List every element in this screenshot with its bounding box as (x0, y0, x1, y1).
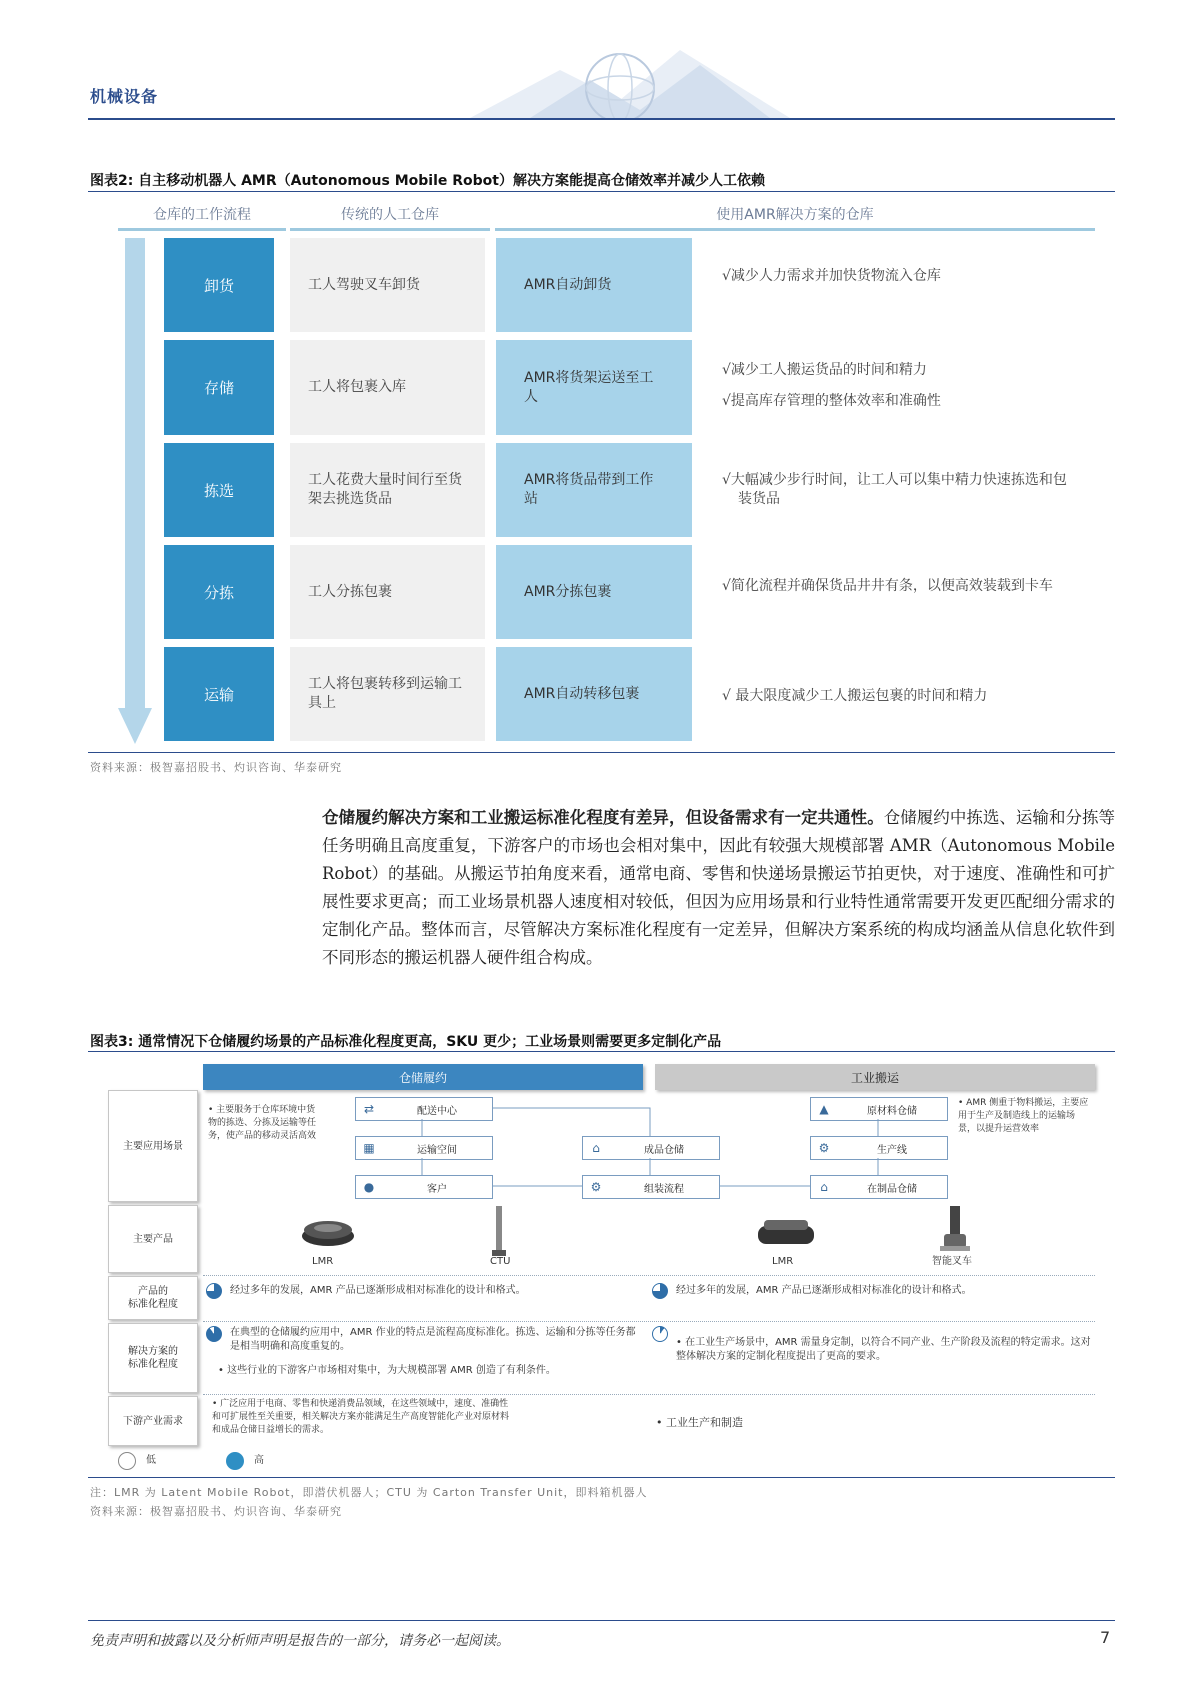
row-label-solution-std: 解决方案的 标准化程度 (108, 1323, 198, 1393)
scenario-flow-connectors (350, 1090, 960, 1200)
legend-low-label: 低 (146, 1455, 156, 1466)
product-std-right-text: 经过多年的发展，AMR 产品已逐渐形成相对标准化的设计和格式。 (676, 1285, 972, 1296)
legend-high-icon (226, 1452, 244, 1470)
amr-unload: AMR自动卸货 (496, 238, 692, 332)
robot-arm-icon: ⚙ (590, 1180, 602, 1194)
flow-down-arrow (118, 238, 152, 744)
demand-right: • 工业生产和制造 (656, 1416, 743, 1429)
amr-sort: AMR分拣包裹 (496, 545, 692, 639)
solution-std-right-text: • 在工业生产场景中，AMR 需量身定制，以符合不同产业、生产阶段及流程的特定需求。这对整体解决方案的定制化程度提出了更高的要求。 (676, 1337, 1091, 1362)
product-ctu-image (492, 1206, 506, 1256)
benefits-pick (722, 466, 1067, 514)
benefit-item: √减少工人搬运货品的时间和精力 (722, 362, 927, 378)
product-lmr-image (300, 1210, 356, 1250)
header-divider (88, 118, 1115, 120)
solution-std-left-2: • 这些行业的下游客户市场相对集中，为大规模部署 AMR 创造了有利条件。 (218, 1365, 556, 1376)
node-label: 配送中心 (417, 1105, 457, 1117)
amr-store: AMR将货架运送至工人 (496, 340, 692, 435)
solution-std-right (652, 1326, 1092, 1364)
benefits-transport (722, 682, 1102, 711)
fig2-colbar-process (118, 228, 286, 231)
figure-2-source: 资料来源：极智嘉招股书、灼识咨询、华泰研究 (90, 761, 342, 774)
warehouse-scenario-note: • 主要服务于仓库环境中货物的拣选、分拣及运输等任务，使产品的移动灵活高效 (208, 1105, 317, 1141)
fig3-header-warehouse-label: 仓储履约 (398, 1070, 447, 1085)
node-label: 运输空间 (417, 1144, 457, 1156)
building-icon: ▦ (363, 1141, 375, 1155)
row-label-scenario: 主要应用场景 (108, 1090, 198, 1202)
robot-arm-icon: ⚙ (818, 1141, 830, 1155)
fig2-colbar-amr (495, 228, 1095, 231)
legend-low-icon (118, 1452, 136, 1470)
footer-divider (88, 1620, 1115, 1621)
product-std-right (652, 1283, 1092, 1299)
product-ctu-label: CTU (490, 1256, 511, 1267)
page-number: 7 (1100, 1628, 1111, 1647)
solution-std-left (206, 1326, 636, 1354)
figure-2-title-rule (88, 191, 1115, 192)
fig3-header-industrial (655, 1064, 1095, 1090)
distribution-icon: ⇄ (363, 1102, 375, 1116)
row-label-demand: 下游产业需求 (108, 1396, 198, 1446)
fig3-header-industrial-label: 工业搬运 (850, 1070, 899, 1085)
industrial-scenario-note: • AMR 侧重于物料搬运，主要应用于生产及制造线上的运输场景，以提升运营效率 (958, 1098, 1089, 1134)
warehouse-icon: ⌂ (820, 1180, 828, 1194)
low-std-pie-icon (652, 1326, 668, 1342)
figure-2-title: 图表2: 自主移动机器人 AMR（Autonomous Mobile Robot）解决方案能提高仓储效率并减少人工依赖 (90, 173, 765, 189)
legend (118, 1452, 264, 1470)
fig2-colbar-manual (290, 228, 490, 231)
fig3-header-warehouse (203, 1064, 643, 1090)
step-pick: 拣选 (164, 443, 274, 537)
manual-unload: 工人驾驶叉车卸货 (290, 238, 485, 332)
section-title: 机械设备 (90, 87, 159, 106)
figure-3-bottom-rule (88, 1477, 1115, 1478)
fig2-colhead-process: 仓库的工作流程 (153, 207, 251, 223)
benefits-unload (722, 262, 1102, 291)
high-std-pie-icon (206, 1283, 222, 1299)
product-forklift-label: 智能叉车 (932, 1256, 972, 1267)
node-label: 客户 (427, 1183, 447, 1195)
step-transport: 运输 (164, 647, 274, 741)
benefit-item: √提高库存管理的整体效率和准确性 (722, 393, 941, 409)
step-sort: 分拣 (164, 545, 274, 639)
demand-row (203, 1393, 1095, 1395)
figure-3-source: 资料来源：极智嘉招股书、灼识咨询、华泰研究 (90, 1505, 342, 1518)
demand-left: • 广泛应用于电商、零售和快递消费品领域，在这些领域中，速度、准确性和可扩展性至关重要，相关解决方案亦能满足生产高度智能化产业对原材料和成品仓储日益增长的需求。 (212, 1399, 510, 1435)
row-label-product-std: 产品的 标准化程度 (108, 1276, 198, 1320)
header-globe-logo (470, 40, 790, 118)
node-label: 成品仓储 (644, 1144, 684, 1156)
benefit-item: √简化流程并确保货品井井有条，以便高效装载到卡车 (722, 578, 1053, 594)
figure-3-title: 图表3: 通常情况下仓储履约场景的产品标准化程度更高，SKU 更少；工业场景则需要更多定制化产品 (90, 1034, 722, 1050)
body-paragraph (322, 804, 1115, 972)
product-lmr-label: LMR (312, 1256, 334, 1267)
node-label: 生产线 (877, 1144, 907, 1156)
benefits-store (722, 356, 1102, 416)
manual-store: 工人将包裹入库 (290, 340, 485, 435)
benefit-item: √大幅减少步行时间，让工人可以集中精力快速拣选和包装货品 (722, 472, 1067, 507)
amr-transport: AMR自动转移包裹 (496, 647, 692, 741)
product-std-left (206, 1283, 636, 1299)
high-std-pie-icon (206, 1326, 222, 1342)
solution-std-row (203, 1320, 1095, 1322)
product-forklift-image (940, 1206, 970, 1252)
paragraph-body: 仓储履约中拣选、运输和分拣等任务明确且高度重复，下游客户的市场也会相对集中，因此有较强大规模部署 AMR（Autonomous Mobile Robot）的基础。从搬运节拍角度来看，通常电商、零售和快递场景搬运节拍更快，对于速度、准确性和可扩展性要求更高；而工业场景机器人速度相对较低，但因为应用场景和行业特性通常需要开发更匹配细分需求的定制化产品。整体而言，尽管解决方案标准化程度有一定差异，但解决方案系统的构成均涵盖从信息化软件到不同形态的搬运机器人硬件组合构成。 (322, 808, 1116, 967)
benefit-item: √ 最大限度减少工人搬运包裹的时间和精力 (722, 688, 988, 704)
manual-pick: 工人花费大量时间行至货架去挑选货品 (290, 443, 485, 537)
node-label: 组装流程 (644, 1183, 684, 1195)
legend-high-label: 高 (254, 1455, 264, 1466)
figure-2-bottom-rule (88, 752, 1115, 753)
factory-icon: ▲ (819, 1102, 829, 1116)
product-std-left-text: 经过多年的发展，AMR 产品已逐渐形成相对标准化的设计和格式。 (230, 1285, 526, 1296)
row-label-products: 主要产品 (108, 1205, 198, 1273)
high-std-pie-icon (652, 1283, 668, 1299)
manual-sort: 工人分拣包裹 (290, 545, 485, 639)
step-unload: 卸货 (164, 238, 274, 332)
node-label: 原材料仓储 (867, 1105, 917, 1117)
people-icon: ● (363, 1180, 375, 1194)
node-label: 在制品仓储 (867, 1183, 917, 1195)
product-lmr-industrial-label: LMR (772, 1256, 794, 1267)
footer-disclaimer: 免责声明和披露以及分析师声明是报告的一部分，请务必一起阅读。 (90, 1633, 510, 1649)
fig2-colhead-manual: 传统的人工仓库 (341, 207, 439, 223)
warehouse-icon: ⌂ (592, 1141, 600, 1155)
step-store: 存储 (164, 340, 274, 435)
fig2-colhead-amr: 使用AMR解决方案的仓库 (716, 207, 874, 223)
product-std-row (203, 1274, 1095, 1276)
paragraph-lead: 仓储履约解决方案和工业搬运标准化程度有差异，但设备需求有一定共通性。 (322, 808, 884, 827)
figure-3-title-rule (88, 1051, 1115, 1052)
figure-3-note: 注：LMR 为 Latent Mobile Robot，即潜伏机器人；CTU 为 Carton Transfer Unit，即料箱机器人 (90, 1486, 648, 1499)
benefit-item: √减少人力需求并加快货物流入仓库 (722, 268, 941, 284)
amr-pick: AMR将货品带到工作站 (496, 443, 692, 537)
benefits-sort (722, 572, 1067, 601)
product-lmr-industrial-image (756, 1212, 816, 1250)
manual-transport: 工人将包裹转移到运输工具上 (290, 647, 485, 741)
solution-std-left-text-1: 在典型的仓储履约应用中，AMR 作业的特点是流程高度标准化。拣选、运输和分拣等任务都是相当明确和高度重复的。 (230, 1327, 636, 1352)
